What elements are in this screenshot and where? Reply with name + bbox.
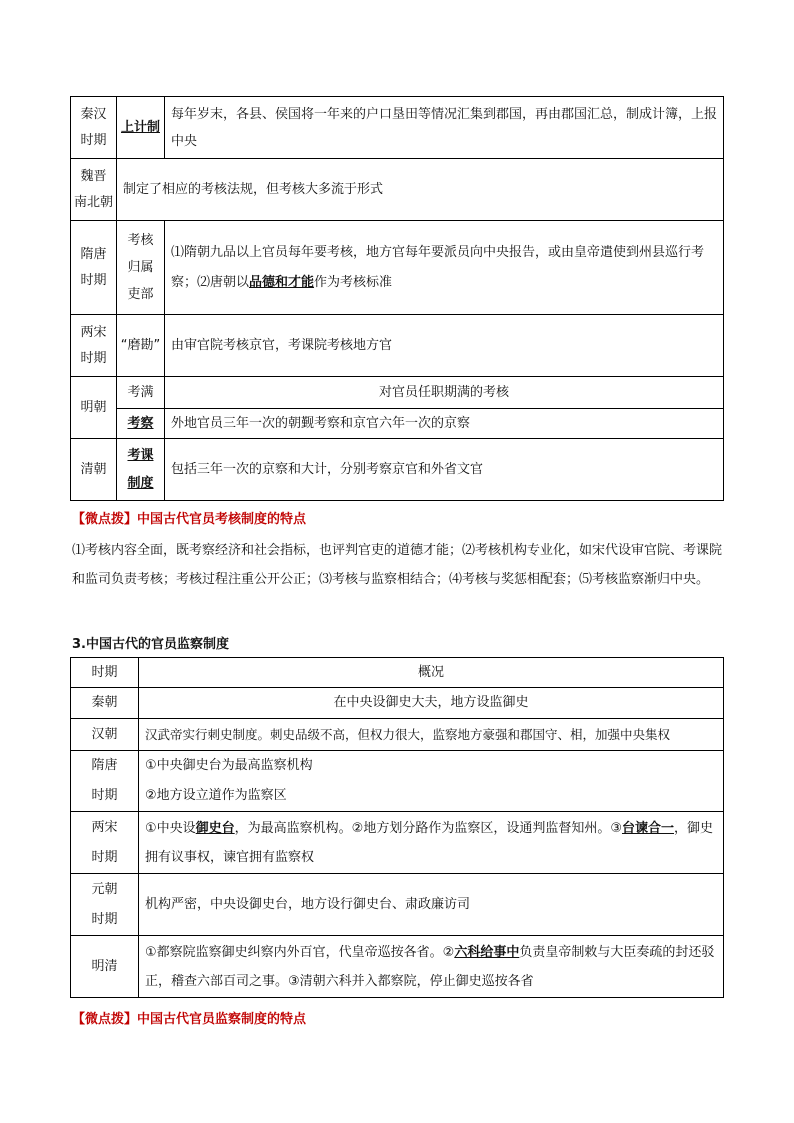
period-cell: 秦朝 — [71, 688, 139, 719]
assessment-table — [70, 96, 724, 501]
section-heading: 3.中国古代的官员监察制度 — [72, 637, 229, 652]
content-cell: 对官员任职期满的考核 — [165, 377, 724, 409]
table-row — [71, 221, 724, 315]
period-cell: 两宋 时期 — [71, 315, 117, 377]
table-row — [71, 688, 724, 719]
table-header-row — [71, 658, 724, 688]
header-period: 时期 — [71, 658, 139, 688]
content-cell: 汉武帝实行刺史制度。刺史品级不高，但权力很大，监察地方豪强和郡国守、相，加强中央集权 — [139, 719, 724, 751]
content-cell: ①中央设御史台，为最高监察机构。②地方划分路作为监察区，设通判监督知州。③台谏合一，御史拥有议事权，谏官拥有监察权 — [139, 812, 724, 874]
content-cell: 制定了相应的考核法规，但考核大多流于形式 — [117, 159, 724, 221]
table-row — [71, 315, 724, 377]
system-cell: 考满 — [117, 377, 165, 409]
system-cell: 上计制 — [117, 97, 165, 159]
table-row — [71, 812, 724, 874]
system-cell: “磨勘” — [117, 315, 165, 377]
table-row — [71, 719, 724, 751]
period-cell: 元朝 时期 — [71, 874, 139, 936]
system-cell: 考核 归属 吏部 — [117, 221, 165, 315]
table-row — [71, 409, 724, 439]
supervision-table — [70, 657, 724, 998]
content-cell: 机构严密，中央设御史台，地方设行御史台、肃政廉访司 — [139, 874, 724, 936]
tip-heading: 【微点拨】中国古代官员监察制度的特点 — [72, 1012, 307, 1027]
table-row — [71, 751, 724, 812]
table-row — [71, 439, 724, 501]
period-cell: 隋唐 时期 — [71, 751, 139, 812]
period-cell: 清朝 — [71, 439, 117, 501]
content-cell: ⑴隋朝九品以上官员每年要考核，地方官每年要派员向中央报告，或由皇帝遣使到州县巡行考察；⑵唐朝以品德和才能作为考核标准 — [165, 221, 724, 315]
assessment-features-paragraph: ⑴考核内容全面，既考察经济和社会指标，也评判官吏的道德才能；⑵考核机构专业化，如宋代设审官院、考课院和监司负责考核；考核过程注重公开公正；⑶考核与监察相结合；⑷考核与奖惩相配套；⑸考核监察渐归中央。 — [72, 543, 723, 587]
period-cell: 明朝 — [71, 377, 117, 439]
content-cell: 由审官院考核京官，考课院考核地方官 — [165, 315, 724, 377]
period-cell: 隋唐 时期 — [71, 221, 117, 315]
table-row — [71, 936, 724, 998]
table-row — [71, 159, 724, 221]
content-cell: 在中央设御史大夫，地方设监御史 — [139, 688, 724, 719]
tip-heading: 【微点拨】中国古代官员考核制度的特点 — [72, 512, 307, 527]
content-cell: ①中央御史台为最高监察机构 ②地方设立道作为监察区 — [139, 751, 724, 812]
content-cell: 外地官员三年一次的朝觐考察和京官六年一次的京察 — [165, 409, 724, 439]
content-cell: ①都察院监察御史纠察内外百官，代皇帝巡按各省。②六科给事中负责皇帝制敕与大臣奏疏的封还驳正，稽查六部百司之事。③清朝六科并入都察院，停止御史巡按各省 — [139, 936, 724, 998]
table-row — [71, 874, 724, 936]
period-cell: 两宋 时期 — [71, 812, 139, 874]
system-cell: 考课 制度 — [117, 439, 165, 501]
table-row — [71, 377, 724, 409]
table-row — [71, 97, 724, 159]
header-content: 概况 — [139, 658, 724, 688]
system-cell: 考察 — [117, 409, 165, 439]
content-cell: 每年岁末，各县、侯国将一年来的户口垦田等情况汇集到郡国，再由郡国汇总，制成计簿，上报中央 — [165, 97, 724, 159]
period-cell: 魏晋 南北朝 — [71, 159, 117, 221]
period-cell: 秦汉 时期 — [71, 97, 117, 159]
period-cell: 汉朝 — [71, 719, 139, 751]
content-cell: 包括三年一次的京察和大计，分别考察京官和外省文官 — [165, 439, 724, 501]
period-cell: 明清 — [71, 936, 139, 998]
